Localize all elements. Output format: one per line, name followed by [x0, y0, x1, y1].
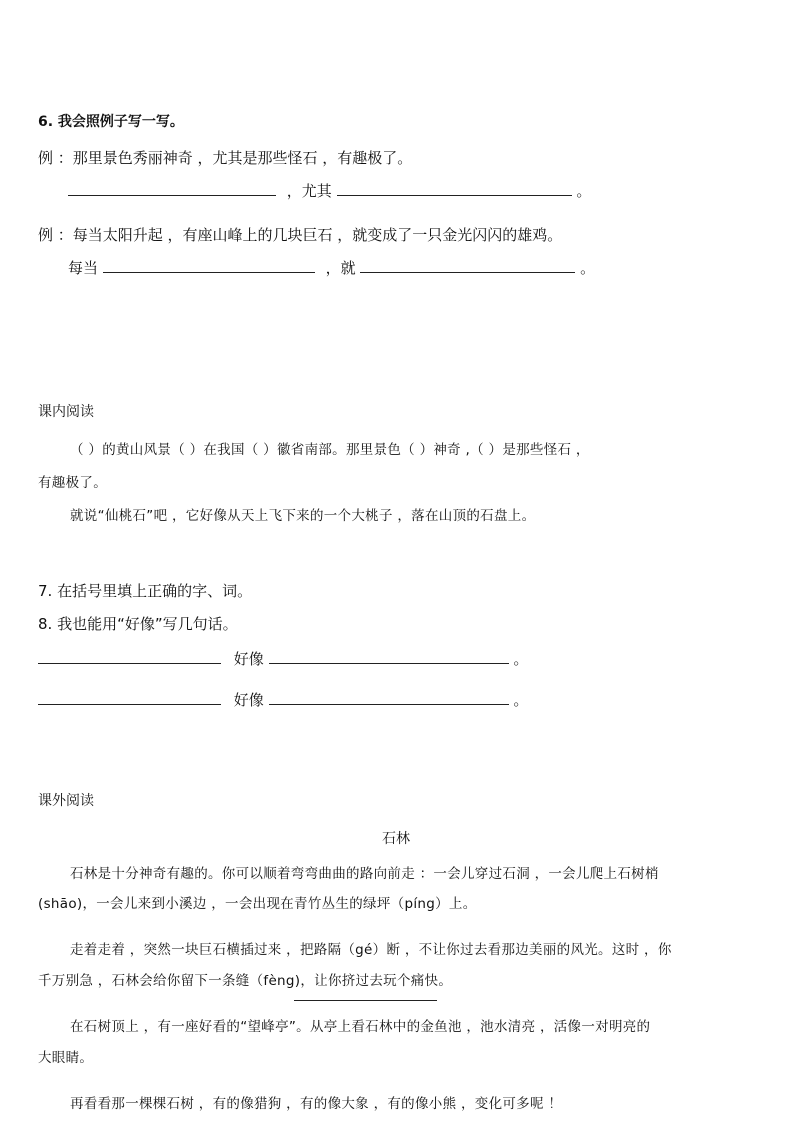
question-7-title: 7. 在括号里填上正确的字、词。: [38, 582, 253, 600]
blank-line[interactable]: [269, 649, 509, 664]
q8-answer-row-1: [38, 648, 528, 669]
blank-line[interactable]: [337, 181, 572, 196]
end-mark: 。: [580, 259, 596, 277]
passage-paragraph-line: (shāo)，一会儿来到小溪边 ，一会出现在青竹丛生的绿坪（píng）上。: [38, 896, 477, 912]
end-mark: 。: [576, 182, 592, 200]
keyword-text: 好像: [233, 650, 264, 668]
passage-paragraph-line: 走着走着 ，突然一块巨石横插过来 ，把路隔（gé）断 ，不让你过去看那边美丽的风光。这时 ，你: [70, 942, 672, 958]
blank-line[interactable]: [38, 649, 221, 664]
blank-line[interactable]: [103, 258, 315, 273]
passage-paragraph-line: 在石树顶上 ，有一座好看的“望峰亭”。从亭上看石林中的金鱼池 ，池水清亮 ，活像一对明亮的: [70, 1019, 651, 1035]
example-1: 例 ：那里景色秀丽神奇 ，尤其是那些怪石 ，有趣极了。: [38, 149, 413, 167]
question-6-title: 6. 我会照例子写一写。: [38, 114, 184, 130]
passage-paragraph-line: 大眼睛。: [38, 1050, 94, 1066]
q8-answer-row-2: [38, 689, 528, 710]
reading-paragraph-line: 就说“仙桃石”吧 ，它好像从天上飞下来的一个大桃子 ，落在山顶的石盘上。: [70, 508, 536, 524]
section-title-in-class-reading: 课内阅读: [38, 404, 94, 420]
passage-title: 石林: [382, 831, 410, 847]
connector-text: ，尤其: [286, 182, 332, 200]
reading-paragraph-line: （ ）的黄山风景（ ）在我国（ ）徽省南部。那里景色（ ）神奇 ,（ ）是那些怪石 ，: [70, 442, 590, 458]
reading-paragraph-line: 有趣极了。: [38, 475, 107, 491]
keyword-text: 好像: [233, 691, 264, 709]
blank-line[interactable]: [68, 181, 276, 196]
question-8-title: 8. 我也能用“好像”写几句话。: [38, 615, 238, 633]
blank-line[interactable]: [38, 690, 221, 705]
end-mark: 。: [513, 650, 529, 668]
example-2-answer-row: [68, 257, 595, 278]
connector-text: 每当: [68, 259, 99, 277]
passage-paragraph-line: 千万别急 ，石林会给你留下一条缝（fèng)，让你挤过去玩个痛快。: [38, 973, 453, 989]
example-2: 例 ：每当太阳升起 ，有座山峰上的几块巨石 ，就变成了一只金光闪闪的雄鸡。: [38, 226, 563, 244]
divider: [294, 1000, 437, 1001]
connector-text: ，就: [325, 259, 356, 277]
passage-paragraph-line: 再看看那一棵棵石树 ，有的像猎狗 ，有的像大象 ，有的像小熊 ，变化可多呢 ！: [70, 1096, 563, 1112]
passage-paragraph-line: 石林是十分神奇有趣的。你可以顺着弯弯曲曲的路向前走 ：一会儿穿过石洞 ，一会儿爬上石树梢: [70, 866, 659, 882]
blank-line[interactable]: [360, 258, 575, 273]
example-1-answer-row: [68, 180, 591, 201]
blank-line[interactable]: [269, 690, 509, 705]
end-mark: 。: [513, 691, 529, 709]
section-title-extra-reading: 课外阅读: [38, 793, 94, 809]
